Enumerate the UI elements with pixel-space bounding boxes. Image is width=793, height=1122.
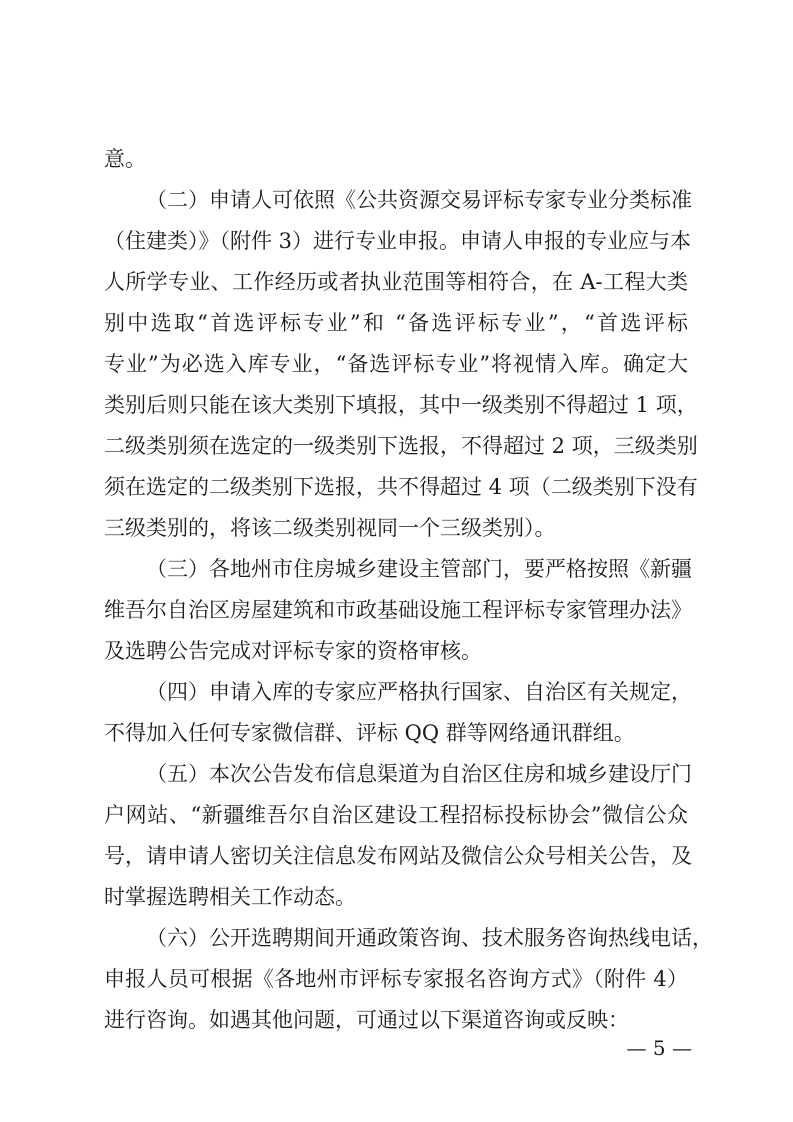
paragraph-line: 须在选定的二级类别下选报，共不得超过 4 项（二级类别下没有 bbox=[104, 475, 698, 499]
paragraph-line: 意。 bbox=[104, 147, 146, 171]
paragraph-line: 人所学专业、工作经历或者执业范围等相符合，在 A-工程大类 bbox=[104, 270, 688, 294]
page-number: — 5 — bbox=[626, 1036, 692, 1060]
paragraph-line: 户网站、“新疆维吾尔自治区建设工程招标投标协会”微信公众 bbox=[104, 803, 688, 827]
paragraph-line: （三）各地州市住房城乡建设主管部门，要严格按照《新疆 bbox=[146, 557, 692, 581]
paragraph-line: 不得加入任何专家微信群、评标 QQ 群等网络通讯群组。 bbox=[104, 721, 635, 745]
paragraph-line: 维吾尔自治区房屋建筑和市政基础设施工程评标专家管理办法》 bbox=[104, 598, 692, 622]
paragraph-line: （住建类）》（附件 3）进行专业申报。申请人申报的专业应与本 bbox=[104, 229, 692, 253]
paragraph-line: 类别后则只能在该大类别下填报，其中一级类别不得超过 1 项， bbox=[104, 393, 698, 417]
paragraph-line: 二级类别须在选定的一级类别下选报，不得超过 2 项，三级类别 bbox=[104, 434, 698, 458]
paragraph-line: 及选聘公告完成对评标专家的资格审核。 bbox=[104, 639, 482, 663]
paragraph-line: 申报人员可根据《各地州市评标专家报名咨询方式》（附件 4） bbox=[104, 967, 688, 991]
paragraph-line: 别中选取“首选评标专业”和 “备选评标专业”，“首选评标 bbox=[104, 311, 688, 335]
paragraph-line: 进行咨询。如遇其他问题，可通过以下渠道咨询或反映： bbox=[104, 1008, 629, 1032]
paragraph-line: 号，请申请人密切关注信息发布网站及微信公众号相关公告，及 bbox=[104, 844, 692, 868]
paragraph-line: 专业”为必选入库专业，“备选评标专业”将视情入库。确定大 bbox=[104, 352, 688, 376]
paragraph-line: （六）公开选聘期间开通政策咨询、技术服务咨询热线电话， bbox=[146, 926, 713, 950]
paragraph-line: 时掌握选聘相关工作动态。 bbox=[104, 885, 356, 909]
paragraph-line: （五）本次公告发布信息渠道为自治区住房和城乡建设厅门 bbox=[146, 762, 692, 786]
paragraph-line: （二）申请人可依照《公共资源交易评标专家专业分类标准 bbox=[146, 188, 692, 212]
paragraph-line: （四）申请入库的专家应严格执行国家、自治区有关规定， bbox=[146, 680, 692, 704]
paragraph-line: 三级类别的，将该二级类别视同一个三级类别）。 bbox=[104, 516, 556, 540]
